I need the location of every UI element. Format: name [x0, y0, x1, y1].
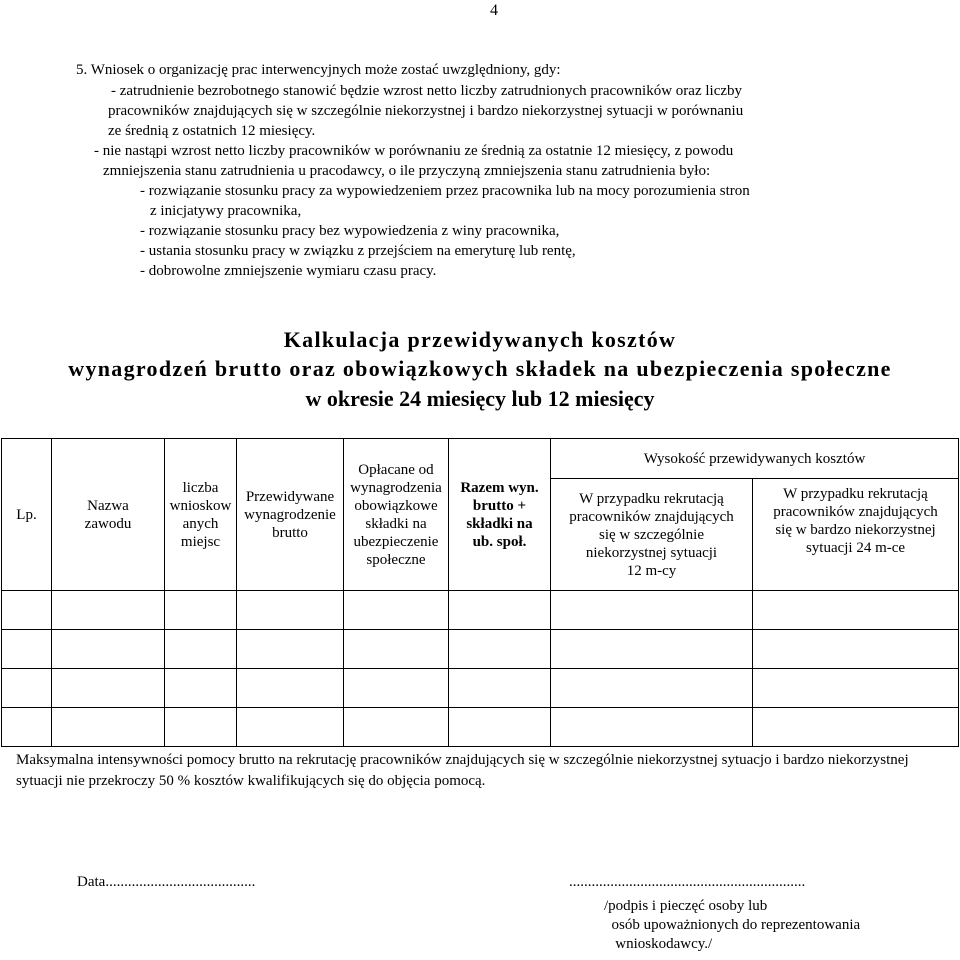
table-cell[interactable] [753, 669, 959, 708]
reason-item: - ustania stosunku pracy w związku z przejściem na emeryturę lub rentę, [140, 243, 576, 259]
cost-table [1, 438, 959, 747]
table-cell[interactable] [344, 708, 449, 747]
reason-item: - rozwiązanie stosunku pracy bez wypowiedzenia z winy pracownika, [140, 223, 560, 239]
header-wysokosc: Wysokość przewidywanych kosztów [551, 439, 959, 479]
table-cell[interactable] [344, 669, 449, 708]
header-sub-12: W przypadku rekrutacją pracowników znajdujących się w szczególnie niekorzystnej sytuacji 12 m-cy [551, 479, 753, 591]
table-cell[interactable] [551, 669, 753, 708]
table-cell[interactable] [237, 669, 344, 708]
table-cell[interactable] [2, 630, 52, 669]
table-cell[interactable] [237, 630, 344, 669]
table-cell[interactable] [753, 591, 959, 630]
table-row [2, 591, 959, 630]
header-oplacane: Opłacane od wynagrodzenia obowiązkowe składki na ubezpieczenie społeczne [344, 439, 449, 591]
table-cell[interactable] [551, 630, 753, 669]
table-cell[interactable] [237, 591, 344, 630]
table-cell[interactable] [52, 630, 165, 669]
section-heading: 5. Wniosek o organizację prac interwencyjnych może zostać uwzględniony, gdy: [76, 62, 561, 78]
header-liczba: liczba wnioskow anych miejsc [165, 439, 237, 591]
title-line3: w okresie 24 miesięcy lub 12 miesięcy [305, 386, 655, 411]
header-razem: Razem wyn. brutto + składki na ub. społ. [449, 439, 551, 591]
header-nazwa: Nazwa zawodu [52, 439, 165, 591]
signature-caption: /podpis i pieczęć osoby lub osób upoważnionych do reprezentowania wnioskodawcy./ [604, 898, 861, 952]
reason-item: - dobrowolne zmniejszenie wymiaru czasu pracy. [140, 263, 437, 279]
table-cell[interactable] [344, 591, 449, 630]
table-cell[interactable] [165, 708, 237, 747]
table-cell[interactable] [165, 669, 237, 708]
date-field[interactable]: Data........................................ [77, 874, 256, 890]
table-cell[interactable] [449, 708, 551, 747]
table-cell[interactable] [551, 708, 753, 747]
title-line1: Kalkulacja przewidywanych kosztów [283, 327, 677, 352]
table-cell[interactable] [52, 669, 165, 708]
table-cell[interactable] [449, 630, 551, 669]
header-sub-24: W przypadku rekrutacją pracowników znajdujących się w bardzo niekorzystnej sytuacji 24 m-ce [753, 479, 959, 591]
signature-line[interactable]: ............................................................... [569, 874, 806, 890]
header-przewidywane: Przewidywane wynagrodzenie brutto [237, 439, 344, 591]
table-cell[interactable] [753, 630, 959, 669]
condition2-line1: - nie nastąpi wzrost netto liczby pracowników w porównaniu ze średnią za ostatnie 12 miesięcy, z powodu [94, 143, 734, 159]
table-cell[interactable] [165, 591, 237, 630]
table-cell[interactable] [2, 591, 52, 630]
table-cell[interactable] [52, 591, 165, 630]
title-line2: wynagrodzeń brutto oraz obowiązkowych składek na ubezpieczenia społeczne [68, 356, 892, 381]
page-number: 4 [490, 2, 498, 19]
condition2-line2: zmniejszenia stanu zatrudnienia u pracodawcy, o ile przyczyną zmniejszenia stanu zatrudnienia było: [103, 163, 711, 179]
table-row [2, 708, 959, 747]
footer-note: Maksymalna intensywności pomocy brutto na rekrutację pracowników znajdujących się w szczególnie niekorzystnej sytuacjo i bardzo niekorzystnej sytuacji nie przekroczy 50 % kosztów kwalifikujących się do objęcia pomocą. [16, 752, 909, 789]
table-cell[interactable] [2, 669, 52, 708]
condition1-line3: ze średnią z ostatnich 12 miesięcy. [108, 123, 316, 139]
reason-item-continued: z inicjatywy pracownika, [150, 203, 302, 219]
table-cell[interactable] [753, 708, 959, 747]
condition1-line2: pracowników znajdujących się w szczególnie niekorzystnej i bardzo niekorzystnej sytuacji w porównaniu [108, 103, 744, 119]
table-cell[interactable] [165, 630, 237, 669]
reason-item: - rozwiązanie stosunku pracy za wypowiedzeniem przez pracownika lub na mocy porozumienia stron [140, 183, 750, 199]
table-row [2, 669, 959, 708]
table-cell[interactable] [344, 630, 449, 669]
table-row [2, 630, 959, 669]
table-cell[interactable] [449, 591, 551, 630]
table-cell[interactable] [237, 708, 344, 747]
table-cell[interactable] [52, 708, 165, 747]
table-cell[interactable] [2, 708, 52, 747]
header-lp: Lp. [2, 439, 52, 591]
table-cell[interactable] [449, 669, 551, 708]
condition1-line1: - zatrudnienie bezrobotnego stanowić będzie wzrost netto liczby zatrudnionych pracowników oraz liczby [111, 83, 743, 99]
table-cell[interactable] [551, 591, 753, 630]
